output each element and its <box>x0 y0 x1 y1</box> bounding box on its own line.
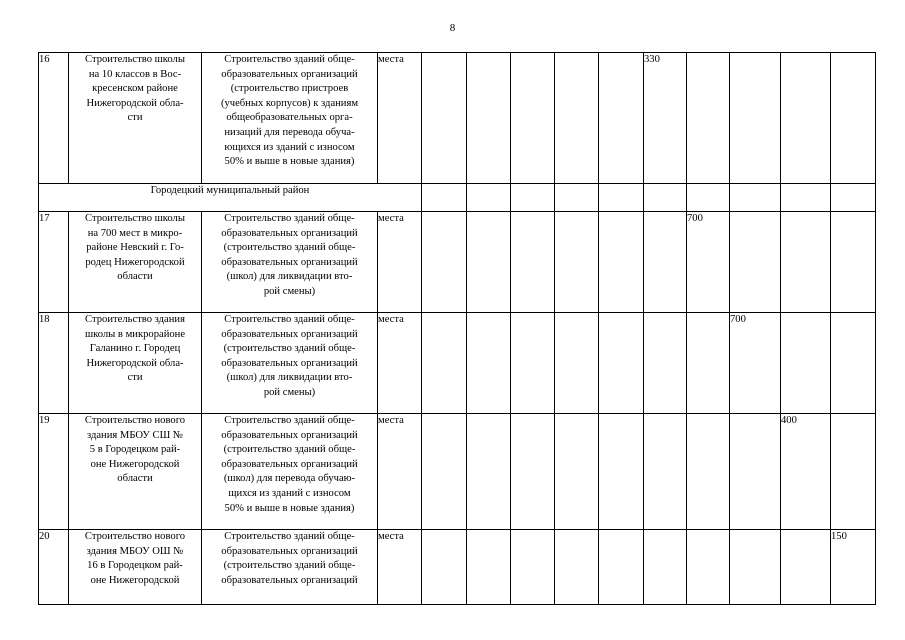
object-name-line: кресенском районе <box>92 83 178 95</box>
unit-cell: места <box>378 53 422 184</box>
empty-cell <box>511 414 555 530</box>
table-row <box>39 414 876 530</box>
empty-cell <box>555 212 599 313</box>
empty-cell <box>422 313 467 414</box>
object-name-line: Строительство нового <box>84 415 186 426</box>
capacity-value-cell: 150 <box>831 530 876 605</box>
empty-cell <box>422 414 467 530</box>
empty-cell <box>511 313 555 414</box>
direction-line: Строительство зданий обще- <box>224 213 355 224</box>
object-name-line: школы в микрорайоне <box>84 328 186 340</box>
empty-cell <box>555 414 599 530</box>
empty-cell <box>599 313 644 414</box>
direction-line: Строительство зданий обще- <box>224 415 355 426</box>
empty-cell <box>599 212 644 313</box>
direction-line: щихся из зданий с износом <box>228 487 351 499</box>
empty-cell <box>555 184 599 212</box>
object-name-line: здания МБОУ СШ № <box>86 429 184 441</box>
direction-line: образовательных организаций <box>221 574 358 586</box>
direction-line: образовательных организаций <box>221 256 358 268</box>
empty-cell <box>831 212 876 313</box>
object-name-line: Строительство школы <box>85 54 185 65</box>
direction-line: (строительство зданий обще- <box>223 343 356 355</box>
object-name-line: на 700 мест в микро- <box>87 227 183 239</box>
object-name-cell <box>69 530 202 605</box>
row-number: 19 <box>39 414 69 530</box>
unit-cell: места <box>378 212 422 313</box>
empty-cell <box>730 212 781 313</box>
empty-cell <box>831 414 876 530</box>
object-name-cell <box>69 53 202 184</box>
empty-cell <box>687 313 730 414</box>
empty-cell <box>422 530 467 605</box>
object-name-line: Галанино г. Городец <box>89 343 181 355</box>
empty-cell <box>644 530 687 605</box>
direction-line: образовательных организаций <box>221 328 358 340</box>
empty-cell <box>599 530 644 605</box>
object-name-line: Строительство здания <box>85 314 185 325</box>
direction-line: (строительство зданий обще- <box>223 242 356 254</box>
object-name-line: районе Невский г. Го- <box>86 242 184 254</box>
object-name-line: сти <box>127 372 143 384</box>
empty-cell <box>831 53 876 184</box>
empty-cell <box>511 212 555 313</box>
empty-cell <box>644 184 687 212</box>
row-number: 16 <box>39 53 69 184</box>
direction-line: Строительство зданий обще- <box>224 314 355 325</box>
row-number: 18 <box>39 313 69 414</box>
empty-cell <box>687 184 730 212</box>
direction-line: Строительство зданий обще- <box>224 54 355 65</box>
empty-cell <box>730 414 781 530</box>
unit-cell: места <box>378 313 422 414</box>
empty-cell <box>422 53 467 184</box>
empty-cell <box>781 53 831 184</box>
empty-cell <box>644 212 687 313</box>
investment-table <box>38 52 876 605</box>
empty-cell <box>422 184 467 212</box>
direction-line: (школ) для ликвидации вто- <box>226 271 353 283</box>
direction-line: образовательных организаций <box>221 227 358 239</box>
object-name-line: Строительство нового <box>84 531 186 542</box>
empty-cell <box>467 313 511 414</box>
direction-line: (строительство зданий обще- <box>223 560 356 572</box>
object-name-cell <box>69 212 202 313</box>
direction-line: (учебных корпусов) к зданиям <box>220 97 359 109</box>
empty-cell <box>511 184 555 212</box>
object-name-line: сти <box>127 112 143 124</box>
empty-cell <box>467 184 511 212</box>
section-row <box>39 184 876 212</box>
empty-cell <box>730 530 781 605</box>
object-name-line: области <box>117 473 153 485</box>
empty-cell <box>687 53 730 184</box>
direction-line: 50% и выше в новые здания) <box>224 502 355 514</box>
capacity-value-cell: 330 <box>644 53 687 184</box>
empty-cell <box>781 212 831 313</box>
direction-line: образовательных организаций <box>221 458 358 470</box>
capacity-value-cell: 700 <box>687 212 730 313</box>
empty-cell <box>555 530 599 605</box>
row-number: 17 <box>39 212 69 313</box>
empty-cell <box>467 414 511 530</box>
empty-cell <box>511 530 555 605</box>
direction-line: (строительство зданий обще- <box>223 444 356 456</box>
direction-line: образовательных организаций <box>221 357 358 369</box>
page-number: 8 <box>449 22 456 34</box>
empty-cell <box>687 414 730 530</box>
empty-cell <box>467 212 511 313</box>
object-name-line: оне Нижегородской <box>90 574 180 586</box>
direction-cell <box>202 414 378 530</box>
direction-line: рой смены) <box>263 285 316 297</box>
object-name-cell <box>69 414 202 530</box>
empty-cell <box>644 313 687 414</box>
object-name-line: на 10 классов в Вос- <box>88 68 182 80</box>
object-name-line: Нижегородской обла- <box>86 97 184 109</box>
table-row <box>39 530 876 605</box>
unit-cell: места <box>378 530 422 605</box>
empty-cell <box>467 53 511 184</box>
object-name-line: 5 в Городецком рай- <box>89 444 181 456</box>
direction-line: образовательных организаций <box>221 68 358 80</box>
object-name-cell <box>69 313 202 414</box>
object-name-line: Нижегородской обла- <box>86 357 184 369</box>
direction-line: Строительство зданий обще- <box>224 531 355 542</box>
direction-line: образовательных организаций <box>221 545 358 557</box>
object-name-line: Строительство школы <box>85 213 185 224</box>
empty-cell <box>467 530 511 605</box>
object-name-line: родец Нижегородской <box>85 256 185 268</box>
table-row <box>39 53 876 184</box>
direction-line: общеобразовательных орга- <box>226 112 353 124</box>
direction-line: образовательных организаций <box>221 429 358 441</box>
empty-cell <box>781 184 831 212</box>
empty-cell <box>599 53 644 184</box>
object-name-line: области <box>117 271 153 283</box>
direction-line: (школ) для ликвидации вто- <box>226 372 353 384</box>
empty-cell <box>687 530 730 605</box>
capacity-value-cell: 700 <box>730 313 781 414</box>
empty-cell <box>781 313 831 414</box>
direction-cell <box>202 53 378 184</box>
direction-line: 50% и выше в новые здания) <box>224 156 355 168</box>
empty-cell <box>422 212 467 313</box>
empty-cell <box>831 184 876 212</box>
empty-cell <box>781 530 831 605</box>
direction-line: рой смены) <box>263 386 316 398</box>
empty-cell <box>831 313 876 414</box>
empty-cell <box>730 53 781 184</box>
direction-cell <box>202 212 378 313</box>
object-name-line: здания МБОУ ОШ № <box>86 545 184 557</box>
table-row <box>39 212 876 313</box>
object-name-line: 16 в Городецком рай- <box>87 560 183 572</box>
table-row <box>39 313 876 414</box>
section-title: Городецкий муниципальный район <box>39 184 422 212</box>
empty-cell <box>511 53 555 184</box>
object-name-line: оне Нижегородской <box>90 458 180 470</box>
unit-cell: места <box>378 414 422 530</box>
empty-cell <box>555 53 599 184</box>
empty-cell <box>599 184 644 212</box>
direction-line: низаций для перевода обуча- <box>224 126 355 138</box>
direction-line: ющихся из зданий с износом <box>224 141 355 153</box>
direction-line: (школ) для перевода обучаю- <box>223 473 356 485</box>
capacity-value-cell: 400 <box>781 414 831 530</box>
direction-line: (строительство пристроев <box>230 83 349 95</box>
empty-cell <box>730 184 781 212</box>
empty-cell <box>644 414 687 530</box>
direction-cell <box>202 313 378 414</box>
row-number: 20 <box>39 530 69 605</box>
direction-cell <box>202 530 378 605</box>
empty-cell <box>599 414 644 530</box>
empty-cell <box>555 313 599 414</box>
